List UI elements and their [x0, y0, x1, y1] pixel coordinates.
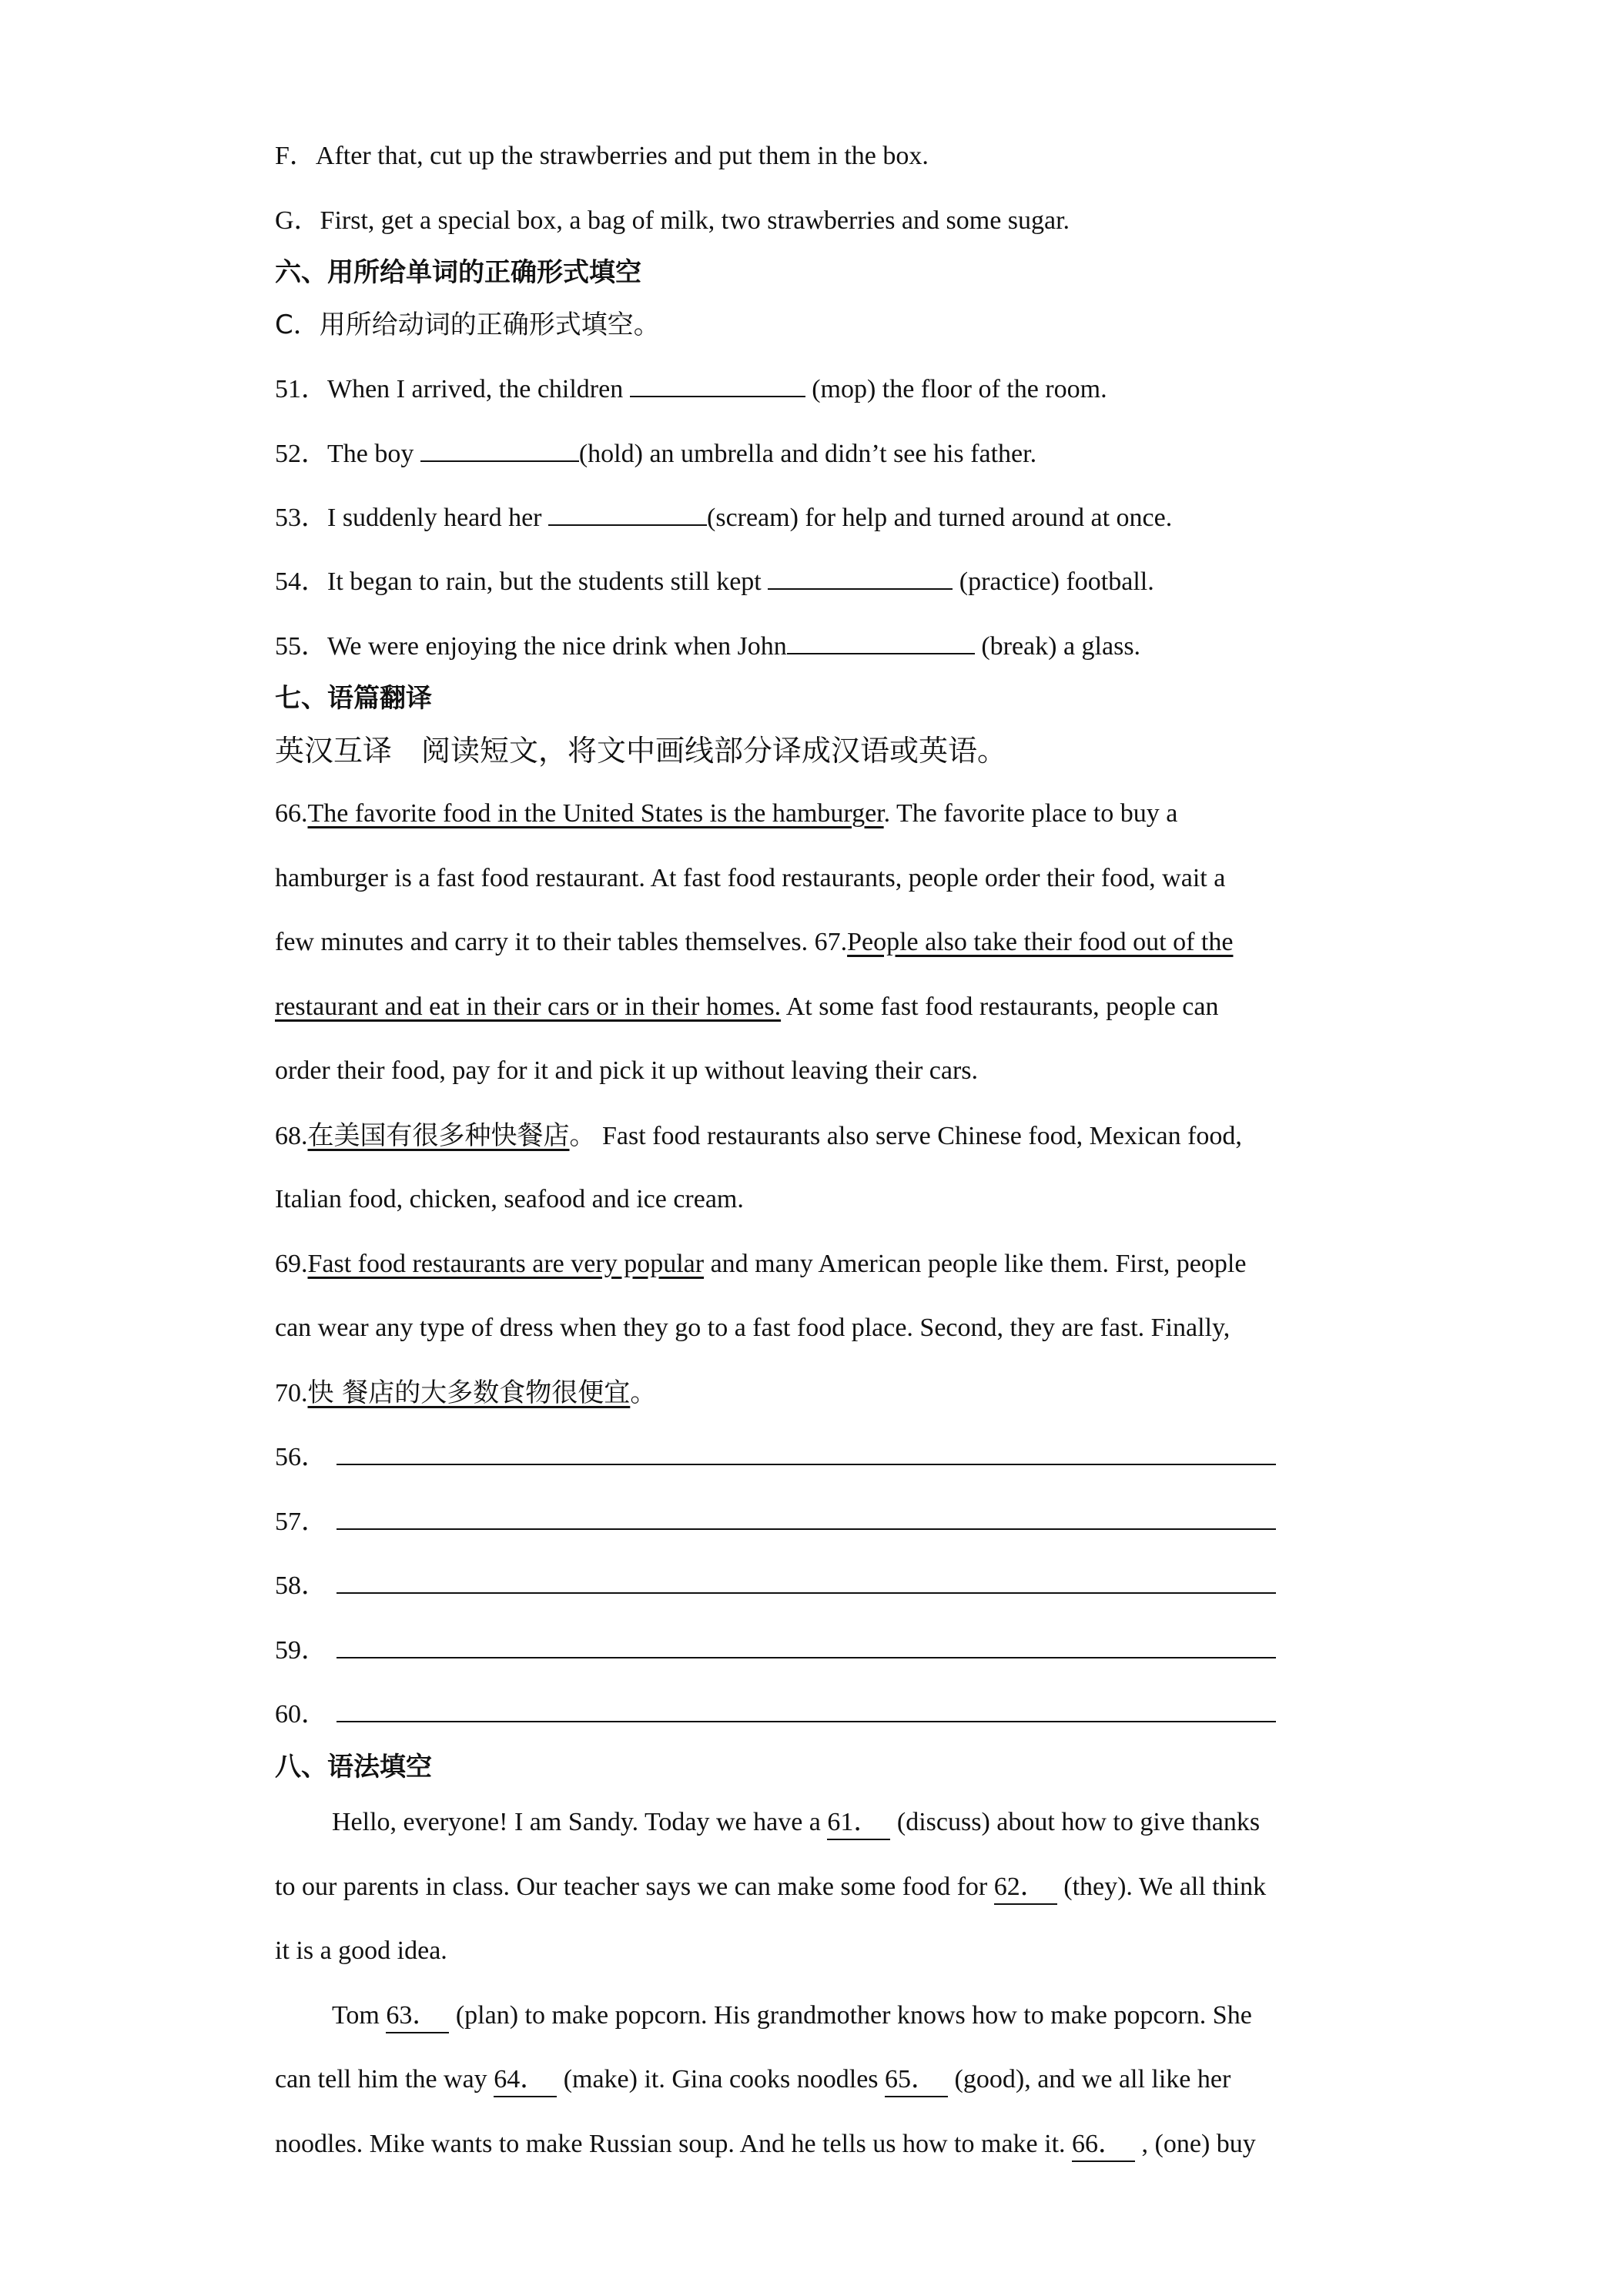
num-70: 70.: [275, 1379, 308, 1407]
q54-blank[interactable]: [768, 565, 953, 590]
answer-line-56: [275, 1441, 1276, 1474]
blank-65[interactable]: 65．: [885, 2063, 948, 2097]
section8-heading: 八、语法填空: [275, 1752, 432, 1782]
grammar-line-1: [332, 1806, 1260, 1840]
passage-line-6: [275, 1120, 1242, 1153]
answer-line-58: [275, 1569, 1276, 1602]
q52-text-b: (hold) an umbrella and didn’t see his father.: [578, 440, 1037, 468]
q54-text-a: 54．It began to rain, but the students still kept: [275, 567, 768, 596]
passage-line-2: hamburger is a fast food restaurant. At fast food restaurants, people order their food, wait a: [275, 864, 1226, 892]
q51-text-b: (mop) the floor of the room.: [805, 375, 1107, 403]
num-66: 66.: [275, 799, 308, 828]
underlined-66: The favorite food in the United States is the hamburger: [307, 799, 884, 828]
passage-line-1: [275, 798, 1177, 830]
q53-text-a: 53．I suddenly heard her: [275, 504, 549, 532]
underlined-69: Fast food restaurants are very popular: [307, 1250, 705, 1278]
passage-text: 。: [630, 1377, 657, 1408]
section7-instruction: 英汉互译 阅读短文，将文中画线部分译成汉语或英语。: [275, 734, 1007, 768]
answer-blank-60[interactable]: [337, 1698, 1276, 1722]
answer-blank-57[interactable]: [337, 1505, 1276, 1530]
grammar-text: (discuss) about how to give thanks: [890, 1808, 1261, 1836]
answer-blank-59[interactable]: [337, 1634, 1276, 1658]
option-f: F．After that, cut up the strawberries and put them in the box.: [275, 142, 929, 170]
passage-line-5: order their food, pay for it and pick it up without leaving their cars.: [275, 1056, 979, 1085]
question-55: [275, 630, 1140, 663]
underlined-67: People also take their food out of the: [847, 928, 1234, 956]
answer-line-60: [275, 1698, 1276, 1731]
passage-text: 。 Fast food restaurants also serve Chinese food, Mexican food,: [569, 1122, 1242, 1150]
grammar-text: (plan) to make popcorn. His grandmother knows how to make popcorn. She: [449, 2001, 1252, 2030]
blank-61[interactable]: 61．: [827, 1806, 890, 1840]
question-51: [275, 373, 1107, 406]
underlined-70: 快 餐店的大多数食物很便宜: [307, 1377, 631, 1408]
grammar-text: (make) it. Gina cooks noodles: [557, 2065, 886, 2094]
grammar-line-4: [332, 2000, 1252, 2033]
q53-blank[interactable]: [548, 501, 707, 526]
q55-blank[interactable]: [787, 630, 975, 654]
passage-line-3: [275, 926, 1233, 959]
passage-line-7: Italian food, chicken, seafood and ice cream.: [275, 1185, 744, 1213]
passage-text: . The favorite place to buy a: [883, 799, 1178, 828]
q51-blank[interactable]: [630, 373, 805, 397]
passage-line-4: [275, 991, 1218, 1023]
answer-number: 56．: [275, 1443, 327, 1471]
answer-blank-58[interactable]: [337, 1569, 1276, 1594]
grammar-line-6: [275, 2128, 1256, 2162]
answer-number: 58．: [275, 1571, 327, 1600]
num-68: 68.: [275, 1122, 308, 1150]
passage-line-9: can wear any type of dress when they go to a fast food place. Second, they are fast. Finally,: [275, 1314, 1231, 1342]
section7-heading: 七、语篇翻译: [275, 683, 432, 714]
answer-blank-56[interactable]: [337, 1441, 1276, 1465]
q55-text-a: 55．We were enjoying the nice drink when John: [275, 632, 787, 661]
grammar-text: Tom: [332, 2001, 387, 2030]
blank-64[interactable]: 64．: [494, 2063, 557, 2097]
underlined-68: 在美国有很多种快餐店: [307, 1120, 570, 1151]
blank-62[interactable]: 62．: [994, 1871, 1057, 1905]
question-53: [275, 501, 1172, 534]
answer-number: 59．: [275, 1636, 327, 1665]
q55-text-b: (break) a glass.: [974, 632, 1141, 661]
q51-text-a: 51．When I arrived, the children: [275, 375, 630, 403]
q53-text-b: (scream) for help and turned around at once.: [707, 504, 1173, 532]
grammar-text: Hello, everyone! I am Sandy. Today we have a: [332, 1808, 828, 1836]
underlined-67-cont: restaurant and eat in their cars or in their homes.: [275, 992, 782, 1021]
grammar-text: (they). We all think: [1056, 1873, 1267, 1901]
option-g: G．First, get a special box, a bag of milk, two strawberries and some sugar.: [275, 206, 1070, 235]
question-52: [275, 437, 1036, 470]
answer-number: 57．: [275, 1508, 327, 1536]
grammar-line-2: [275, 1871, 1266, 1905]
grammar-line-5: [275, 2063, 1231, 2097]
passage-line-8: [275, 1248, 1246, 1280]
answer-number: 60．: [275, 1700, 327, 1729]
answer-line-59: [275, 1634, 1276, 1667]
grammar-text: noodles. Mike wants to make Russian soup. And he tells us how to make it.: [275, 2130, 1073, 2158]
passage-text: and many American people like them. First, people: [704, 1250, 1247, 1278]
passage-line-10: [275, 1377, 656, 1410]
section6-heading: 六、用所给单词的正确形式填空: [275, 257, 641, 288]
num-69: 69.: [275, 1250, 308, 1278]
section6-subheading: C．用所给动词的正确形式填空。: [275, 310, 660, 340]
blank-66[interactable]: 66．: [1072, 2128, 1135, 2162]
question-54: [275, 565, 1154, 598]
grammar-line-3: it is a good idea.: [275, 1936, 447, 1965]
blank-63[interactable]: 63．: [386, 2000, 449, 2033]
grammar-text: to our parents in class. Our teacher says we can make some food for: [275, 1873, 994, 1901]
q54-text-b: (practice) football.: [953, 567, 1154, 596]
q52-blank[interactable]: [420, 437, 579, 462]
answer-line-57: [275, 1505, 1276, 1538]
grammar-text: can tell him the way: [275, 2065, 494, 2094]
q52-text-a: 52．The boy: [275, 440, 420, 468]
grammar-text: , (one) buy: [1135, 2130, 1256, 2158]
grammar-text: (good), and we all like her: [948, 2065, 1231, 2094]
passage-text: At some fast food restaurants, people can: [781, 992, 1219, 1021]
passage-text: few minutes and carry it to their tables themselves. 67.: [275, 928, 848, 956]
